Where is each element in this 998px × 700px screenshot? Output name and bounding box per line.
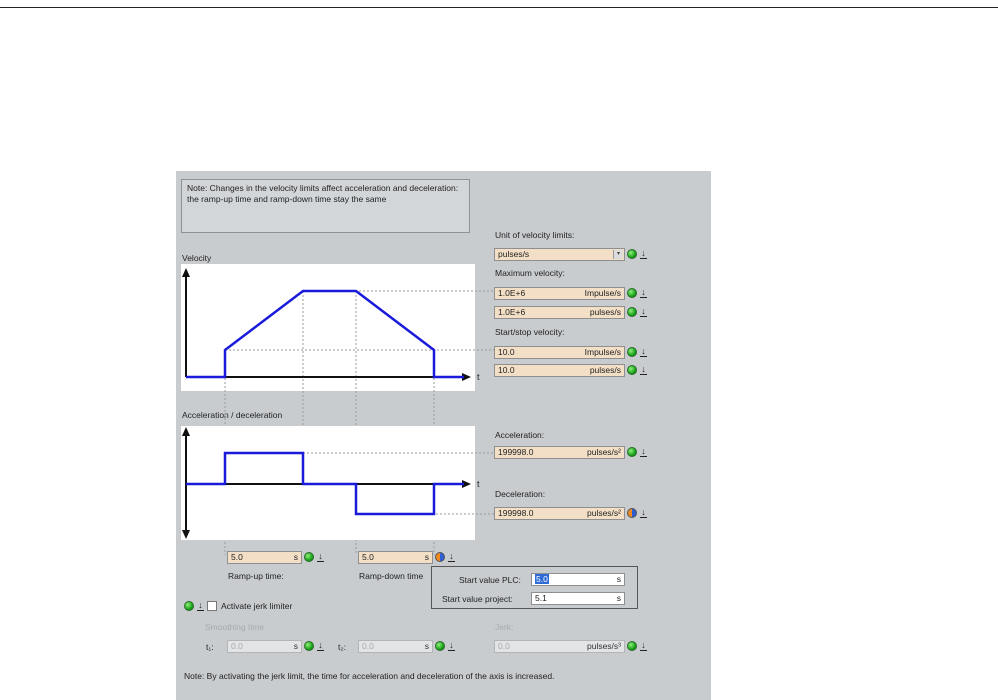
jerk-limiter-label: Activate jerk limiter	[221, 601, 293, 611]
velocity-t-label: t	[477, 372, 480, 382]
status-ok-icon	[304, 641, 314, 651]
field-unit: Impulse/s	[584, 347, 621, 357]
unit-velocity-value: pulses/s	[498, 249, 530, 259]
status-mixed-icon	[627, 508, 637, 518]
field-unit: s	[293, 641, 298, 651]
deceleration-field[interactable]	[494, 507, 625, 520]
acceleration-label: Acceleration:	[495, 430, 545, 440]
download-icon[interactable]	[197, 601, 204, 611]
download-icon[interactable]	[640, 508, 647, 518]
start-stop-velocity-label: Start/stop velocity:	[495, 327, 565, 337]
status-ok-icon	[184, 601, 194, 611]
field-unit: s	[424, 641, 429, 651]
start-value-plc-value: 5.0	[536, 574, 548, 584]
field-value: 1.0E+6	[498, 307, 526, 317]
download-icon[interactable]	[448, 552, 455, 562]
download-icon[interactable]	[640, 447, 647, 457]
velocity-note: Note: Changes in the velocity limits affect acceleration and deceleration: the ramp-up time and ramp-down time stay the same	[181, 179, 470, 233]
download-icon[interactable]	[640, 249, 647, 259]
start-value-plc-field[interactable]	[531, 573, 625, 586]
start-value-project-label: Start value project:	[442, 594, 513, 604]
charts-svg	[176, 255, 506, 555]
field-unit: pulses/s	[589, 307, 621, 317]
jerk-label: Jerk:	[495, 622, 514, 632]
velocity-chart-label: Velocity	[182, 253, 212, 263]
field-unit: pulses/s²	[586, 508, 621, 518]
accel-t-label: t	[477, 479, 480, 489]
download-icon[interactable]	[640, 307, 647, 317]
start-stop-impulse-field[interactable]	[494, 346, 625, 359]
download-icon[interactable]	[640, 347, 647, 357]
field-unit: Impulse/s	[584, 288, 621, 298]
field-value: 199998.0	[498, 508, 534, 518]
field-value: 5.0	[231, 552, 243, 562]
field-value: 10.0	[498, 365, 515, 375]
download-icon[interactable]	[448, 641, 455, 651]
status-ok-icon	[627, 288, 637, 298]
download-icon[interactable]	[640, 641, 647, 651]
ramp-up-time-label: Ramp-up time:	[228, 571, 284, 581]
start-value-tooltip	[431, 566, 638, 609]
ramp-down-time-field[interactable]	[358, 551, 433, 564]
status-ok-icon	[627, 365, 637, 375]
acceleration-field[interactable]	[494, 446, 625, 459]
page-top-rule	[0, 7, 998, 8]
status-ok-icon	[627, 447, 637, 457]
max-velocity-label: Maximum velocity:	[495, 268, 565, 278]
field-value: 5.0	[362, 552, 374, 562]
unit-velocity-label: Unit of velocity limits:	[495, 230, 575, 240]
max-velocity-impulse-field[interactable]	[494, 287, 625, 300]
field-unit: s	[616, 574, 621, 584]
field-value: 0.0	[498, 641, 510, 651]
field-unit: pulses/s²	[586, 447, 621, 457]
status-ok-icon	[435, 641, 445, 651]
t2-field[interactable]	[358, 640, 433, 653]
t1-label: t₁:	[206, 642, 214, 652]
unit-velocity-dropdown[interactable]	[494, 248, 625, 261]
field-value: 5.1	[535, 593, 547, 603]
field-value: 10.0	[498, 347, 515, 357]
field-unit: s	[424, 552, 429, 562]
smoothing-time-label: Smoothing time	[205, 622, 265, 632]
status-ok-icon	[627, 347, 637, 357]
field-unit: s	[616, 593, 621, 603]
dropdown-arrow-icon[interactable]: ▾	[613, 250, 623, 259]
status-ok-icon	[627, 641, 637, 651]
ramp-down-time-label: Ramp-down time	[359, 571, 424, 581]
t1-field[interactable]	[227, 640, 302, 653]
field-unit: pulses/s	[589, 365, 621, 375]
field-unit: pulses/s³	[586, 641, 621, 651]
download-icon[interactable]	[640, 365, 647, 375]
field-value: 0.0	[362, 641, 374, 651]
ramp-up-time-field[interactable]	[227, 551, 302, 564]
start-value-plc-label: Start value PLC:	[459, 575, 521, 585]
field-value: 199998.0	[498, 447, 534, 457]
accel-chart-label: Acceleration / deceleration	[182, 410, 283, 420]
download-icon[interactable]	[317, 641, 324, 651]
status-ok-icon	[627, 249, 637, 259]
status-mixed-icon[interactable]	[435, 552, 445, 562]
download-icon[interactable]	[640, 288, 647, 298]
field-unit: s	[293, 552, 298, 562]
start-stop-pulses-field[interactable]	[494, 364, 625, 377]
download-icon[interactable]	[317, 552, 324, 562]
deceleration-label: Deceleration:	[495, 489, 546, 499]
start-value-project-field[interactable]	[531, 592, 625, 605]
status-ok-icon	[304, 552, 314, 562]
field-value: 1.0E+6	[498, 288, 526, 298]
status-ok-icon	[627, 307, 637, 317]
t2-label: t₂:	[338, 642, 347, 652]
jerk-limiter-checkbox[interactable]	[207, 601, 217, 611]
jerk-note: Note: By activating the jerk limit, the time for acceleration and deceleration of the axis is increased.	[184, 671, 555, 681]
max-velocity-pulses-field[interactable]	[494, 306, 625, 319]
field-value: 0.0	[231, 641, 243, 651]
jerk-field[interactable]	[494, 640, 625, 653]
